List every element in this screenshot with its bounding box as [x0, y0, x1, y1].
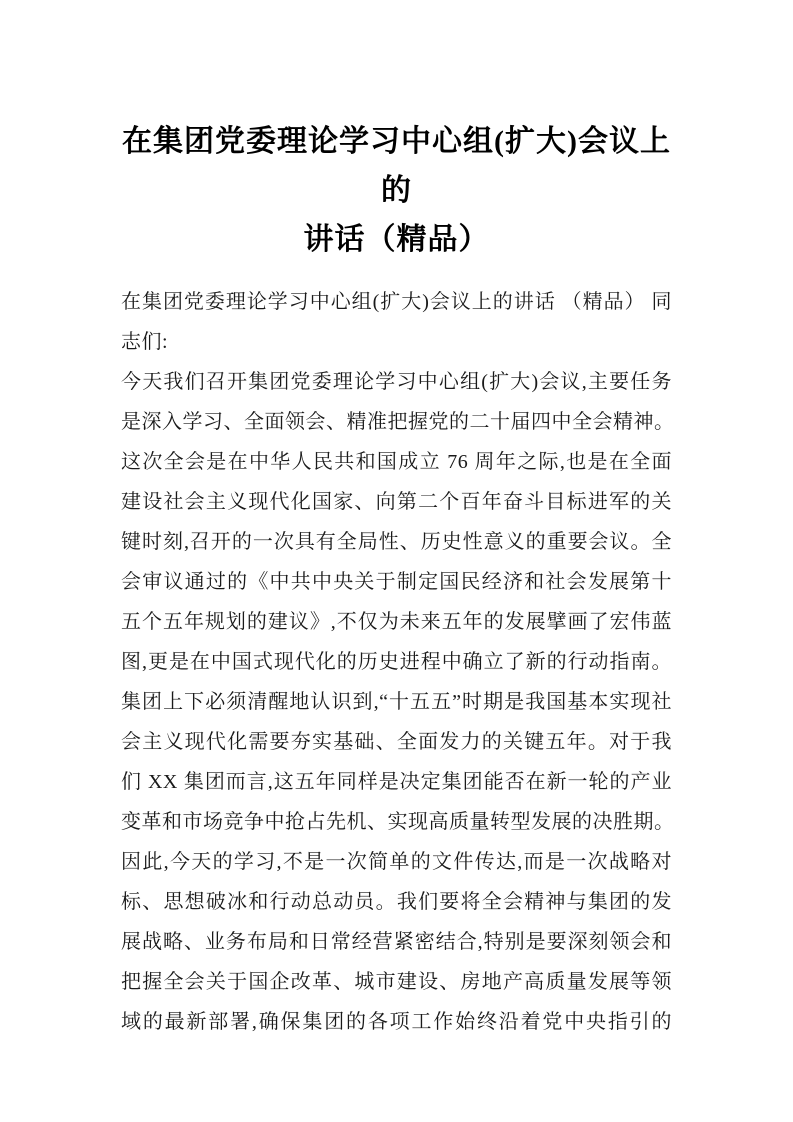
text-line: 把握全会关于国企改革、城市建设、房地产高质量发展等领	[121, 971, 672, 993]
document-title	[121, 117, 672, 264]
text-line: 域的最新部署,确保集团的各项工作始终沿着党中央指引的	[121, 1011, 672, 1033]
text-line: 展战略、业务布局和日常经营紧密结合,特别是要深刻领会和	[121, 931, 672, 953]
text-line: 们 XX 集团而言,这五年同样是决定集团能否在新一轮的产业	[121, 771, 672, 793]
text-line: 标、思想破冰和行动总动员。我们要将全会精神与集团的发	[121, 891, 672, 913]
text-line: 会主义现代化需要夯实基础、全面发力的关键五年。对于我	[121, 731, 672, 753]
text-line: 图,更是在中国式现代化的历史进程中确立了新的行动指南。	[121, 651, 672, 673]
text-line: 会审议通过的《中共中央关于制定国民经济和社会发展第十	[121, 571, 672, 593]
text-line: 集团上下必须清醒地认识到,“十五五”时期是我国基本实现社	[121, 691, 672, 713]
text-line: 这次全会是在中华人民共和国成立 76 周年之际,也是在全面	[121, 451, 672, 473]
text-line: 今天我们召开集团党委理论学习中心组(扩大)会议,主要任务	[121, 371, 672, 393]
text-line: 键时刻,召开的一次具有全局性、历史性意义的重要会议。全	[121, 531, 672, 553]
text-line: 变革和市场竞争中抢占先机、实现高质量转型发展的决胜期。	[121, 811, 675, 833]
document-title-line-2: 讲话（精品）	[303, 223, 490, 256]
text-line: 在集团党委理论学习中心组(扩大)会议上的讲话 （精品） 同	[121, 291, 672, 313]
text-line: 建设社会主义现代化国家、向第二个百年奋斗目标进军的关	[121, 491, 672, 513]
text-line: 五个五年规划的建议》,不仅为未来五年的发展擘画了宏伟蓝	[121, 611, 672, 633]
text-line: 是深入学习、全面领会、精准把握党的二十届四中全会精神。	[121, 411, 675, 433]
document-title-line-1: 在集团党委理论学习中心组(扩大)会议上的	[122, 125, 671, 207]
text-line: 因此,今天的学习,不是一次简单的文件传达,而是一次战略对	[121, 851, 672, 873]
document-body	[121, 282, 675, 1042]
text-line: 志们:	[121, 331, 169, 353]
